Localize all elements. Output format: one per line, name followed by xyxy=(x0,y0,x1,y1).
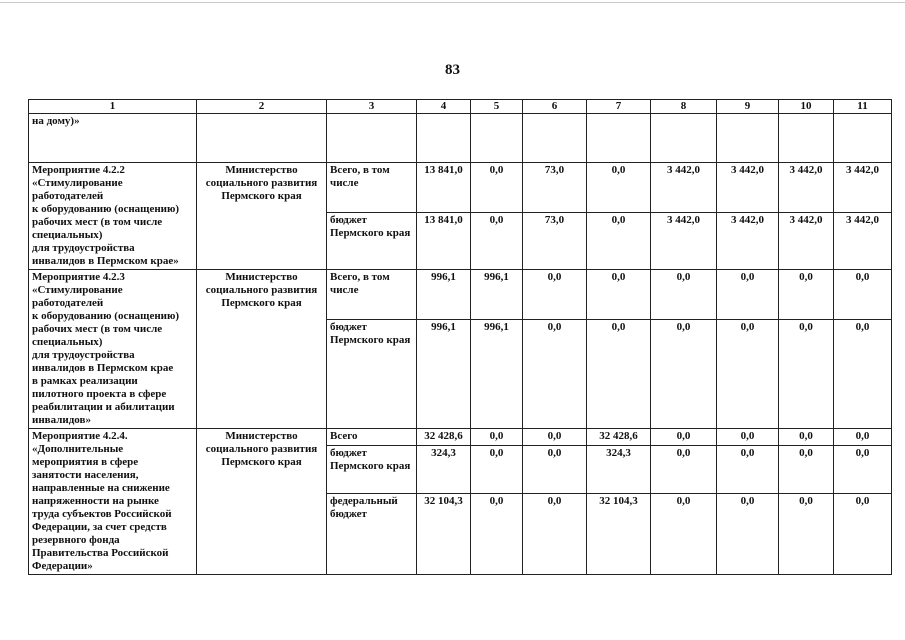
value-cell: 0,0 xyxy=(717,319,779,428)
budget-table xyxy=(28,99,892,575)
value-cell: 73,0 xyxy=(523,212,587,269)
value-cell: 32 428,6 xyxy=(587,429,651,446)
page-number: 83 xyxy=(445,62,460,78)
value-cell: 3 442,0 xyxy=(651,163,717,213)
column-header: 8 xyxy=(651,100,717,114)
value-cell: 0,0 xyxy=(651,270,717,320)
value-cell: 0,0 xyxy=(523,445,587,494)
column-header: 1 xyxy=(29,100,197,114)
table-row xyxy=(29,270,892,320)
column-header: 4 xyxy=(417,100,471,114)
value-cell: 996,1 xyxy=(417,319,471,428)
value-cell: 0,0 xyxy=(834,494,892,575)
measure-name: Мероприятие 4.2.3 «Стимулирование работодателей к оборудованию (оснащению) рабочих мест (в том числе специальных) для трудоустройства инвалидов в Пермском крае в рамках реализации пилотного проекта в сфере реабилитации и абилитации инвалидов» xyxy=(29,270,197,429)
value-cell: 0,0 xyxy=(779,270,834,320)
table-row xyxy=(29,163,892,213)
value-cell: 32 104,3 xyxy=(587,494,651,575)
value-cell: 0,0 xyxy=(717,494,779,575)
value-cell: 0,0 xyxy=(717,429,779,446)
value-cell: 0,0 xyxy=(779,494,834,575)
value-cell: 0,0 xyxy=(834,429,892,446)
value-cell: 3 442,0 xyxy=(717,212,779,269)
executor: Министерство социального развития Пермского края xyxy=(197,270,327,429)
value-cell: 32 428,6 xyxy=(417,429,471,446)
column-header: 10 xyxy=(779,100,834,114)
value-cell: 996,1 xyxy=(417,270,471,320)
column-header: 9 xyxy=(717,100,779,114)
page-top-border xyxy=(0,2,905,3)
value-cell: 0,0 xyxy=(651,445,717,494)
funding-source: Всего, в том числе xyxy=(327,270,417,320)
value-cell: 0,0 xyxy=(471,429,523,446)
value-cell: 0,0 xyxy=(587,163,651,213)
measure-name: Мероприятие 4.2.4. «Дополнительные мероприятия в сфере занятости населения, направленные на снижение напряженности на рынке труда субъектов Российской Федерации, за счет средств резервного фонда Правительства Российской Федерации» xyxy=(29,429,197,575)
value-cell: 0,0 xyxy=(834,445,892,494)
value-cell: 0,0 xyxy=(523,494,587,575)
value-cell: 3 442,0 xyxy=(651,212,717,269)
table-row xyxy=(29,429,892,446)
column-header: 5 xyxy=(471,100,523,114)
value-cell: 0,0 xyxy=(471,445,523,494)
executor: Министерство социального развития Пермского края xyxy=(197,429,327,575)
value-cell: 0,0 xyxy=(651,319,717,428)
value-cell: 3 442,0 xyxy=(779,163,834,213)
value-cell: 0,0 xyxy=(587,319,651,428)
value-cell: 0,0 xyxy=(471,212,523,269)
value-cell: 0,0 xyxy=(779,319,834,428)
funding-source: Всего, в том числе xyxy=(327,163,417,213)
table-row xyxy=(29,114,892,163)
value-cell: 0,0 xyxy=(471,163,523,213)
funding-source: бюджет Пермского края xyxy=(327,445,417,494)
value-cell: 0,0 xyxy=(717,270,779,320)
value-cell: 3 442,0 xyxy=(779,212,834,269)
value-cell: 0,0 xyxy=(651,429,717,446)
value-cell: 3 442,0 xyxy=(834,212,892,269)
value-cell: 0,0 xyxy=(779,429,834,446)
funding-source: бюджет Пермского края xyxy=(327,319,417,428)
value-cell: 996,1 xyxy=(471,270,523,320)
value-cell: 0,0 xyxy=(587,270,651,320)
value-cell: 0,0 xyxy=(523,270,587,320)
value-cell: 996,1 xyxy=(471,319,523,428)
value-cell: 324,3 xyxy=(417,445,471,494)
executor: Министерство социального развития Пермского края xyxy=(197,163,327,270)
value-cell: 0,0 xyxy=(717,445,779,494)
value-cell: 13 841,0 xyxy=(417,163,471,213)
value-cell: 0,0 xyxy=(651,494,717,575)
header-row xyxy=(29,100,892,114)
value-cell: 73,0 xyxy=(523,163,587,213)
value-cell: 0,0 xyxy=(779,445,834,494)
column-header: 3 xyxy=(327,100,417,114)
value-cell: 0,0 xyxy=(471,494,523,575)
value-cell: 324,3 xyxy=(587,445,651,494)
funding-source: бюджет Пермского края xyxy=(327,212,417,269)
funding-source: Всего xyxy=(327,429,417,446)
value-cell: 0,0 xyxy=(523,319,587,428)
measure-name-continued: на дому)» xyxy=(29,114,197,163)
value-cell: 0,0 xyxy=(587,212,651,269)
value-cell: 13 841,0 xyxy=(417,212,471,269)
value-cell: 32 104,3 xyxy=(417,494,471,575)
column-header: 7 xyxy=(587,100,651,114)
funding-source: федеральный бюджет xyxy=(327,494,417,575)
value-cell: 0,0 xyxy=(834,270,892,320)
column-header: 6 xyxy=(523,100,587,114)
value-cell: 0,0 xyxy=(834,319,892,428)
value-cell: 3 442,0 xyxy=(834,163,892,213)
column-header: 2 xyxy=(197,100,327,114)
column-header: 11 xyxy=(834,100,892,114)
measure-name: Мероприятие 4.2.2 «Стимулирование работодателей к оборудованию (оснащению) рабочих мест (в том числе специальных) для трудоустройства инвалидов в Пермском крае» xyxy=(29,163,197,270)
value-cell: 3 442,0 xyxy=(717,163,779,213)
value-cell: 0,0 xyxy=(523,429,587,446)
